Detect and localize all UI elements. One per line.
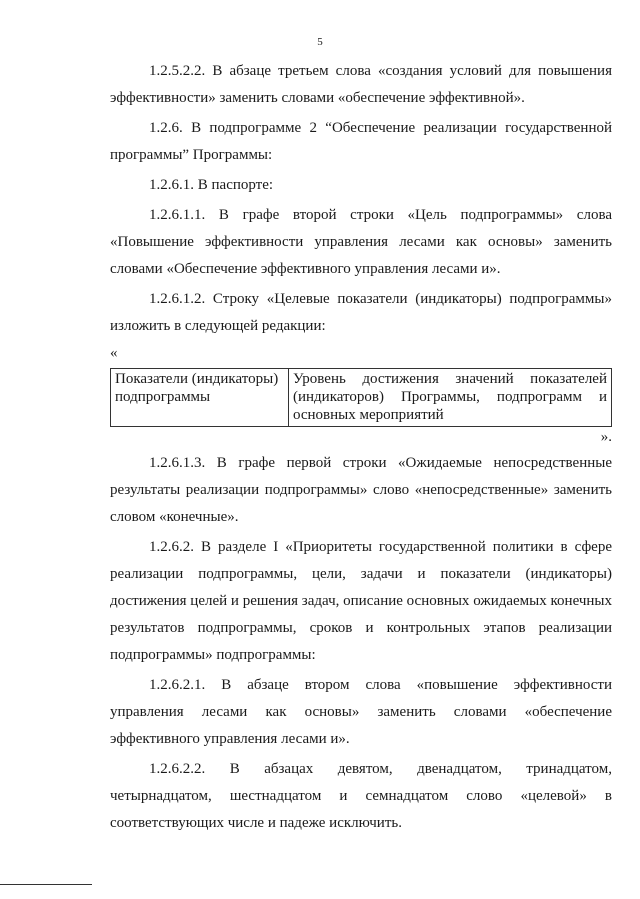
paragraph-1-2-6-1-2: 1.2.6.1.2. Строку «Целевые показатели (индикаторы) подпрограммы» изложить в следующей редакции:	[110, 291, 612, 334]
paragraph-1-2-6-1: 1.2.6.1. В паспорте:	[149, 177, 274, 193]
document-body	[110, 58, 612, 837]
paragraph-1-2-6-1-1: 1.2.6.1.1. В графе второй строки «Цель подпрограммы» слова «Повышение эффективности управления лесами как основы» заменить словами «Обеспечение эффективного управления лесами и».	[110, 207, 612, 277]
quote-close-mark: ».	[600, 429, 612, 445]
paragraph-1-2-6-2-2: 1.2.6.2.2. В абзацах девятом, двенадцатом, тринадцатом, четырнадцатом, шестнадцатом и семнадцатом слово «целевой» в соответствующих числе и падеже исключить.	[110, 761, 612, 831]
paragraph-1-2-6-2: 1.2.6.2. В разделе I «Приоритеты государственной политики в сфере реализации подпрограммы, цели, задачи и показатели (индикаторы) достижения целей и решения задач, описание основных ожидаемых конечных результатов подпрограммы, сроков и контрольных этапов реализации подпрограммы» подпрограммы:	[110, 539, 612, 663]
table-cell-achievement-level: Уровень достижения значений показателей (индикаторов) Программы, подпрограмм и основных мероприятий	[289, 369, 612, 427]
paragraph-1-2-5-2-2: 1.2.5.2.2. В абзаце третьем слова «создания условий для повышения эффективности» заменить словами «обеспечение эффективной».	[110, 63, 612, 106]
paragraph-1-2-6: 1.2.6. В подпрограмме 2 “Обеспечение реализации государственной программы” Программы:	[110, 120, 612, 163]
paragraph-1-2-6-1-3: 1.2.6.1.3. В графе первой строки «Ожидаемые непосредственные результаты реализации подпрограммы» слово «непосредственные» заменить словом «конечные».	[110, 455, 612, 525]
quote-open-mark: «	[110, 345, 118, 361]
footnote-separator	[0, 884, 92, 885]
table-cell-indicators: Показатели (индикаторы) подпрограммы	[111, 369, 289, 427]
page-number: 5	[317, 36, 323, 48]
table-row	[111, 369, 612, 427]
indicators-table	[110, 368, 612, 427]
paragraph-1-2-6-2-1: 1.2.6.2.1. В абзаце втором слова «повышение эффективности управления лесами как основы» заменить словами «обеспечение эффективного управления лесами и».	[110, 677, 612, 747]
